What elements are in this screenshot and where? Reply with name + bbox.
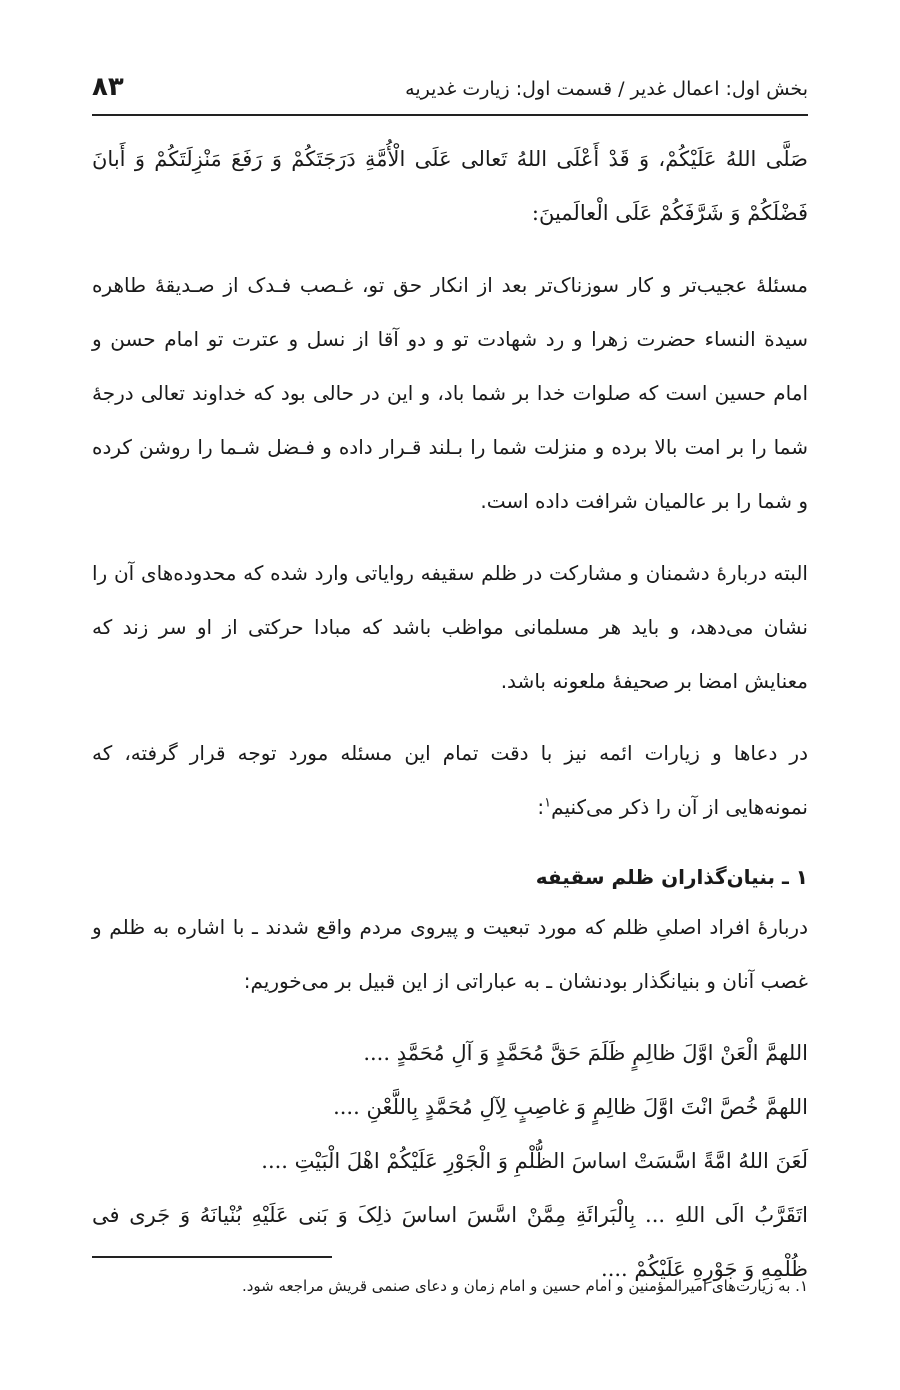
page-number: ۸۳	[92, 72, 124, 102]
header-divider	[92, 114, 808, 116]
prayer-line: اتَقَرَّبُ الَی اللهِ ... بِالْبَرائَةِ مِمَّنْ اسَّسَ اساسَ ذلِکَ وَ بَنی عَلَیْهِ بُنْیانَهُ وَ جَری فی ظُلْمِهِ وَ جَوْرِهِ عَلَیْکُمْ ....	[92, 1203, 808, 1281]
body-paragraph	[92, 726, 808, 834]
book-page	[92, 0, 808, 1390]
page-header	[92, 72, 808, 110]
arabic-quote-paragraph: صَلَّی اللهُ عَلَیْکُمْ، وَ قَدْ أَعْلَی اللهُ تَعالی عَلَی الْأُمَّةِ دَرَجَتَکُمْ وَ رَفَعَ مَنْزِلَتَکُمْ وَ أَبانَ فَضْلَکُمْ وَ شَرَّفَکُمْ عَلَی الْعالَمینَ:	[92, 147, 808, 225]
prayer-line: اللهمَّ خُصَّ انْتَ اوَّلَ ظالِمٍ وَ غاصِبٍ لِآلِ مُحَمَّدٍ بِاللَّعْنِ ....	[333, 1095, 808, 1119]
prayer-line: لَعَنَ اللهُ امَّةً اسَّسَتْ اساسَ الظُّلْمِ وَ الْجَوْرِ عَلَیْکُمْ اهْلَ الْبَیْتِ ....	[261, 1149, 808, 1173]
section-heading: ۱ ـ بنیان‌گذاران ظلم سقیفه	[535, 865, 808, 889]
prayer-line: اللهمَّ الْعَنْ اوَّلَ ظالِمٍ ظَلَمَ حَقَّ مُحَمَّدٍ وَ آلِ مُحَمَّدٍ ....	[363, 1041, 808, 1065]
footnote-reference[interactable]: ۱	[544, 795, 552, 811]
paragraph-tail: :	[537, 795, 545, 819]
page-body	[92, 132, 808, 1296]
footnote: ۱. به زیارت‌های امیرالمؤمنین و امام حسین و امام زمان و دعای صنمی قریش مراجعه شود.	[241, 1277, 808, 1295]
running-title: بخش اول: اعمال غدیر / قسمت اول: زیارت غدیریه	[405, 78, 808, 100]
body-paragraph: البته دربارهٔ دشمنان و مشارکت در ظلم سقیفه روایاتی وارد شده که محدوده‌های آن را نشان می‌دهد، و باید هر مسلمانی مواظب باشد که مبادا حرکتی از او سر زند که معنایش امضا بر صحیفهٔ ملعونه باشد.	[92, 561, 808, 693]
body-paragraph: دربارهٔ افراد اصلیِ ظلم که مورد تبعیت و پیروی مردم واقع شدند ـ با اشاره به ظلم و غصب آنان و بنیانگذار بودنشان ـ به عباراتی از این قبیل بر می‌خوریم:	[92, 915, 808, 993]
footnote-divider	[92, 1256, 332, 1258]
paragraph-text: در دعاها و زیارات ائمه نیز با دقت تمام این مسئله مورد توجه قرار گرفته، که نمونه‌هایی از آن را ذکر می‌کنیم	[92, 741, 808, 819]
body-paragraph: مسئلهٔ عجیب‌تر و کار سوزناک‌تر بعد از انکار حق تو، غـصب فـدک از صـدیقهٔ طاهره سیدة النساء حضرت زهرا و رد شهادت تو و دو آقا از نسل و عترت تو امام حسن و امام حسین است که صلوات خدا بر شما باد، و این در حالی بود که خداوند تعالی درجهٔ شما را بر امت بالا برده و منزلت شما را بـلند قـرار داده و فـضل شـما را روشن کرده و شما را بر عالمیان شرافت داده است.	[92, 273, 808, 513]
